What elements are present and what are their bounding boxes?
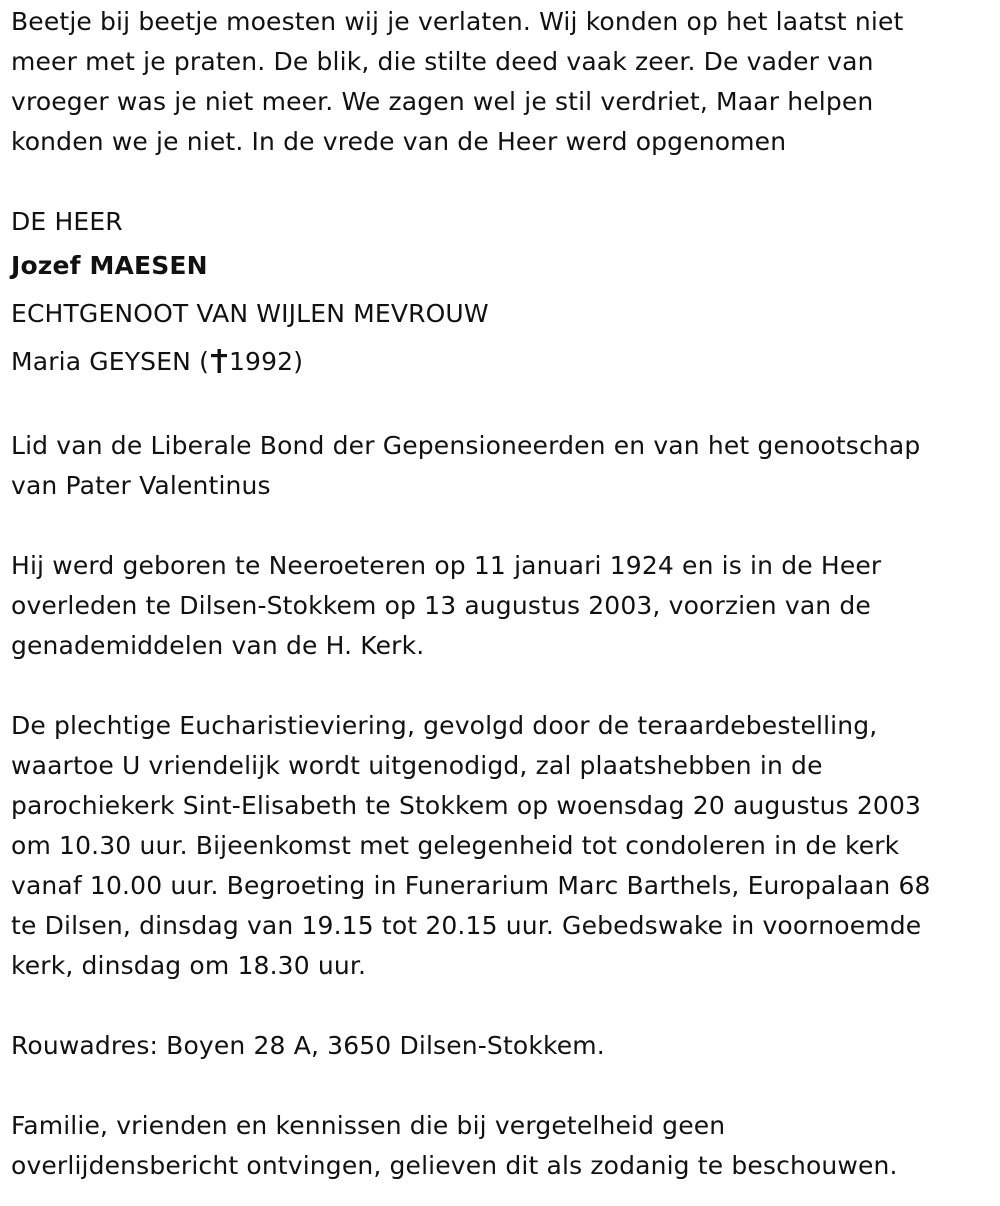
ceremony-line: De plechtige Eucharistieviering, gevolgd door de teraardebestelling,: [11, 711, 878, 740]
mourning-address: Rouwadres: Boyen 28 A, 3650 Dilsen-Stokkem.: [11, 1031, 605, 1060]
honorific: DE HEER: [11, 207, 123, 236]
intro-line: meer met je praten. De blik, die stilte deed vaak zeer. De vader van: [11, 47, 874, 76]
closing-line: overlijdensbericht ontvingen, gelieven dit als zodanig te beschouwen.: [11, 1151, 898, 1180]
address-paragraph: [11, 1026, 991, 1066]
ceremony-line: parochiekerk Sint-Elisabeth te Stokkem op woensdag 20 augustus 2003: [11, 791, 922, 820]
ceremony-line: kerk, dinsdag om 18.30 uur.: [11, 951, 367, 980]
closing-paragraph: [11, 1106, 991, 1186]
intro-line: vroeger was je niet meer. We zagen wel je stil verdriet, Maar helpen: [11, 87, 874, 116]
deceased-name: Jozef MAESEN: [11, 251, 208, 280]
closing-line: Familie, vrienden en kennissen die bij vergetelheid geen: [11, 1111, 726, 1140]
birth-death-line: genademiddelen van de H. Kerk.: [11, 631, 425, 660]
spouse-death-year: 1992): [229, 347, 304, 376]
spacer: [11, 986, 991, 1026]
intro-line: konden we je niet. In de vrede van de Heer werd opgenomen: [11, 127, 787, 156]
ceremony-line: te Dilsen, dinsdag van 19.15 tot 20.15 uur. Gebedswake in voornoemde: [11, 911, 922, 940]
spacer: [11, 1066, 991, 1106]
spouse-line: [11, 338, 991, 386]
intro-line: Beetje bij beetje moesten wij je verlaten. Wij konden op het laatst niet: [11, 7, 904, 36]
obituary-notice: [11, 2, 991, 1186]
latin-cross-icon: [210, 349, 228, 373]
spouse-label: ECHTGENOOT VAN WIJLEN MEVROUW: [11, 299, 489, 328]
ceremony-line: waartoe U vriendelijk wordt uitgenodigd, zal plaatshebben in de: [11, 751, 823, 780]
membership-line: van Pater Valentinus: [11, 471, 271, 500]
spacer: [11, 666, 991, 706]
ceremony-paragraph: [11, 706, 991, 986]
deceased-block: [11, 202, 991, 386]
ceremony-line: om 10.30 uur. Bijeenkomst met gelegenheid tot condoleren in de kerk: [11, 831, 900, 860]
ceremony-line: vanaf 10.00 uur. Begroeting in Funerarium Marc Barthels, Europalaan 68: [11, 871, 931, 900]
spacer: [11, 162, 991, 202]
spacer: [11, 506, 991, 546]
birth-death-line: Hij werd geboren te Neeroeteren op 11 januari 1924 en is in de Heer: [11, 551, 882, 580]
spacer: [11, 386, 991, 426]
birth-death-line: overleden te Dilsen-Stokkem op 13 augustus 2003, voorzien van de: [11, 591, 871, 620]
spouse-name: Maria GEYSEN (: [11, 347, 209, 376]
intro-paragraph: [11, 2, 991, 162]
membership-line: Lid van de Liberale Bond der Gepensioneerden en van het genootschap: [11, 431, 921, 460]
birth-death-paragraph: [11, 546, 991, 666]
membership-paragraph: [11, 426, 991, 506]
